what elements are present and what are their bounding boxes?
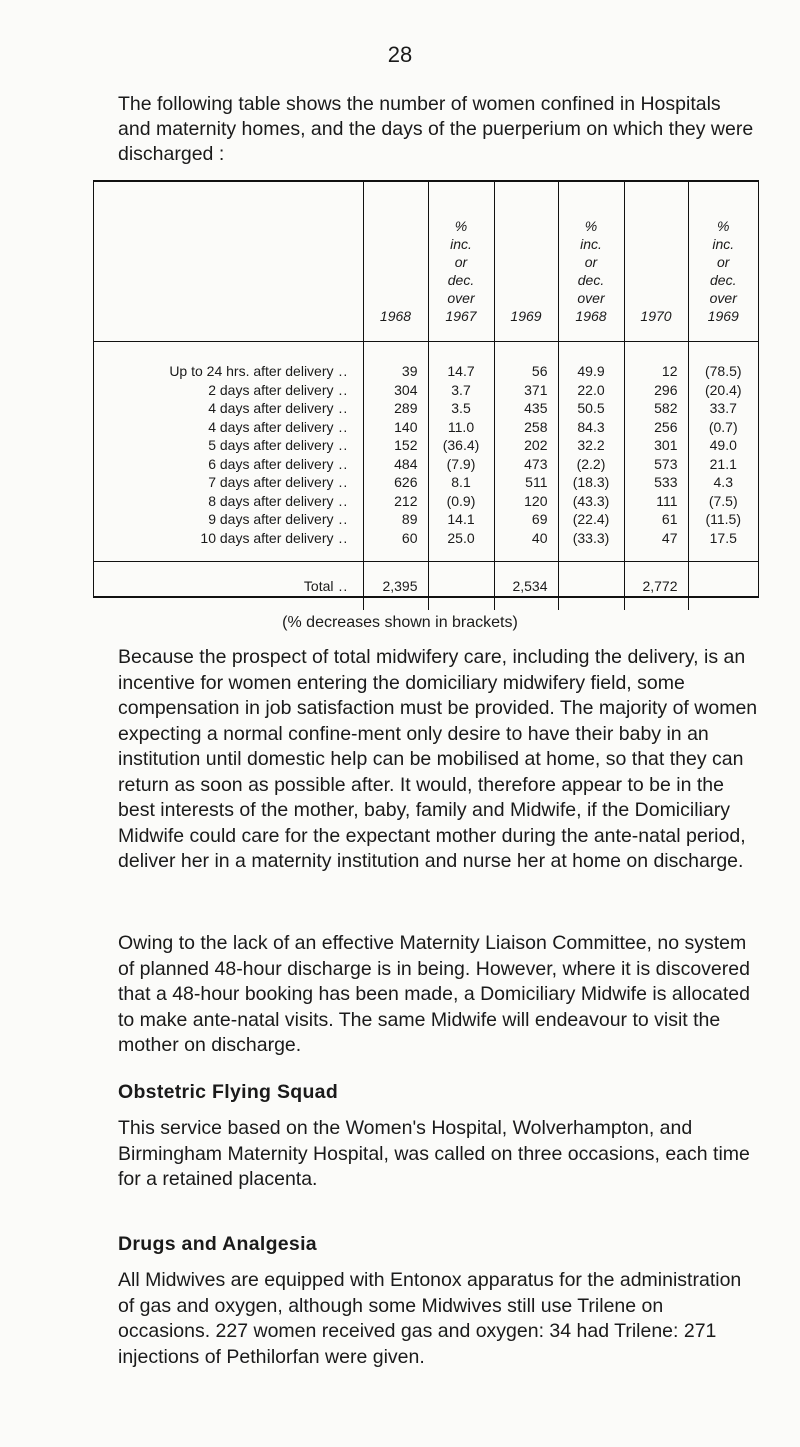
row-label: 6 days after delivery .. — [94, 455, 363, 474]
cell-y1969: 56 — [494, 342, 558, 381]
cell-y1970: 296 — [624, 381, 688, 400]
paragraph-drugs: All Midwives are equipped with Entonox apparatus for the administration of gas and oxygen, although some Midwives still use Trilene on occasions. 227 women received gas and oxygen: 34 had Trilene: 271 injections of Pethilorfan were given. — [118, 1269, 742, 1368]
table-header-row — [94, 182, 758, 342]
table-row — [94, 492, 758, 511]
row-label: 7 days after delivery .. — [94, 473, 363, 492]
table-row — [94, 473, 758, 492]
total-1970: 2,772 — [624, 562, 688, 611]
table-row — [94, 436, 758, 455]
cell-pct1: 11.0 — [428, 418, 494, 437]
cell-pct2: 49.9 — [558, 342, 624, 381]
cell-pct1: 25.0 — [428, 529, 494, 562]
cell-pct1: (0.9) — [428, 492, 494, 511]
cell-y1969: 511 — [494, 473, 558, 492]
page-number: 28 — [387, 42, 413, 67]
cell-y1970: 47 — [624, 529, 688, 562]
row-label: Up to 24 hrs. after delivery .. — [94, 342, 363, 381]
cell-y1968: 39 — [363, 342, 428, 381]
header-label-cell — [94, 182, 363, 342]
header-1970: 1970 — [624, 182, 688, 342]
cell-pct3: (0.7) — [708, 418, 738, 435]
cell-pct3: 21.1 — [709, 455, 737, 472]
row-label: 10 days after delivery .. — [94, 529, 363, 562]
cell-pct2: (43.3) — [558, 492, 624, 511]
cell-y1970: 12 — [624, 342, 688, 381]
cell-y1970: 256 — [624, 418, 688, 437]
paragraph-flying-squad: This service based on the Women's Hospital, Wolverhampton, and Birmingham Maternity Hospital, was called on three occasions, each time for a retained placenta. — [118, 1117, 750, 1190]
cell-y1969: 371 — [494, 381, 558, 400]
cell-pct3: (11.5) — [705, 511, 742, 527]
cell-pct1: 14.1 — [428, 510, 494, 529]
row-label: 4 days after delivery .. — [94, 418, 363, 437]
cell-pct1: 14.7 — [428, 342, 494, 381]
cell-pct3: 49.0 — [709, 437, 737, 453]
header-1969: 1969 — [494, 182, 558, 342]
cell-y1970: 582 — [624, 399, 688, 418]
cell-pct3: (20.4) — [704, 381, 742, 398]
cell-pct1: 8.1 — [428, 473, 494, 492]
cell-y1968: 304 — [363, 381, 428, 400]
cell-y1969: 202 — [494, 436, 558, 455]
cell-pct3: 17.5 — [709, 529, 737, 546]
cell-y1970: 301 — [624, 436, 688, 455]
total-row — [94, 562, 758, 611]
table-row — [94, 418, 758, 437]
cell-y1969: 69 — [494, 510, 558, 529]
cell-y1970: 111 — [624, 492, 688, 511]
table-row — [94, 399, 758, 418]
cell-pct2: (22.4) — [558, 510, 624, 529]
header-pct-over-1969: % inc. or dec. over 1969 — [688, 182, 758, 342]
cell-y1969: 120 — [494, 492, 558, 511]
cell-y1970: 573 — [624, 455, 688, 474]
table-row — [94, 381, 758, 400]
cell-pct2: 32.2 — [558, 436, 624, 455]
cell-pct3: (78.5) — [704, 363, 742, 379]
cell-y1968: 212 — [363, 492, 428, 511]
row-label: 5 days after delivery .. — [94, 436, 363, 455]
cell-pct2: 50.5 — [558, 399, 624, 418]
header-pct-over-1968: % inc. or dec. over 1968 — [558, 182, 624, 342]
paragraph-total-care: Because the prospect of total midwifery care, including the delivery, is an incentive for women entering the domiciliary midwifery field, some compensation in job satisfaction must be provided. The majority of women expecting a normal confine-ment only desire to have their baby in an institution until domestic help can be mobilised at home, so that they can return as soon as possible after. It would, therefore appear to be in the best interests of the mother, baby, family and Midwife, if the Domiciliary Midwife could care for the expectant mother during the ante-natal period, deliver her in a maternity institution and nurse her at home on discharge. — [118, 646, 758, 872]
cell-y1968: 60 — [363, 529, 428, 562]
total-label: Total .. — [94, 562, 363, 611]
cell-y1968: 626 — [363, 473, 428, 492]
cell-y1968: 484 — [363, 455, 428, 474]
discharge-table — [93, 180, 759, 598]
cell-y1969: 473 — [494, 455, 558, 474]
header-1968: 1968 — [363, 182, 428, 342]
heading-flying-squad: Obstetric Flying Squad — [118, 1081, 339, 1103]
table-caption: (% decreases shown in brackets) — [282, 614, 518, 631]
cell-pct1: 3.7 — [428, 381, 494, 400]
row-label: 4 days after delivery .. — [94, 399, 363, 418]
cell-y1970: 61 — [624, 510, 688, 529]
table-row — [94, 529, 758, 562]
cell-y1969: 40 — [494, 529, 558, 562]
cell-pct2: (2.2) — [558, 455, 624, 474]
row-label: 9 days after delivery .. — [94, 510, 363, 529]
table-row — [94, 342, 758, 381]
cell-pct3: 33.7 — [709, 400, 737, 416]
cell-pct2: 84.3 — [558, 418, 624, 437]
total-1968: 2,395 — [363, 562, 428, 611]
table-row — [94, 455, 758, 474]
cell-pct2: (33.3) — [558, 529, 624, 562]
cell-pct1: (7.9) — [428, 455, 494, 474]
cell-y1968: 89 — [363, 510, 428, 529]
cell-pct2: 22.0 — [558, 381, 624, 400]
table-row — [94, 510, 758, 529]
intro-paragraph: The following table shows the number of women confined in Hospitals and maternity homes, and the days of the puerperium on which they were discharged : — [118, 93, 754, 165]
heading-drugs-analgesia: Drugs and Analgesia — [118, 1233, 317, 1255]
cell-y1968: 140 — [363, 418, 428, 437]
total-1969: 2,534 — [494, 562, 558, 611]
cell-pct2: (18.3) — [558, 473, 624, 492]
paragraph-liaison: Owing to the lack of an effective Maternity Liaison Committee, no system of planned 48-hour discharge is in being. However, where it is discovered that a 48-hour booking has been made, a Domiciliary Midwife is allocated to make ante-natal visits. The same Midwife will endeavour to visit the mother on discharge. — [118, 932, 750, 1056]
header-pct-over-1967: % inc. or dec. over 1967 — [428, 182, 494, 342]
cell-pct1: 3.5 — [428, 399, 494, 418]
cell-pct3: (7.5) — [708, 492, 738, 509]
row-label: 8 days after delivery .. — [94, 492, 363, 511]
cell-y1970: 533 — [624, 473, 688, 492]
cell-y1968: 152 — [363, 436, 428, 455]
row-label: 2 days after delivery .. — [94, 381, 363, 400]
cell-pct1: (36.4) — [428, 436, 494, 455]
cell-pct3: 4.3 — [713, 474, 733, 490]
cell-y1968: 289 — [363, 399, 428, 418]
cell-y1969: 258 — [494, 418, 558, 437]
cell-y1969: 435 — [494, 399, 558, 418]
